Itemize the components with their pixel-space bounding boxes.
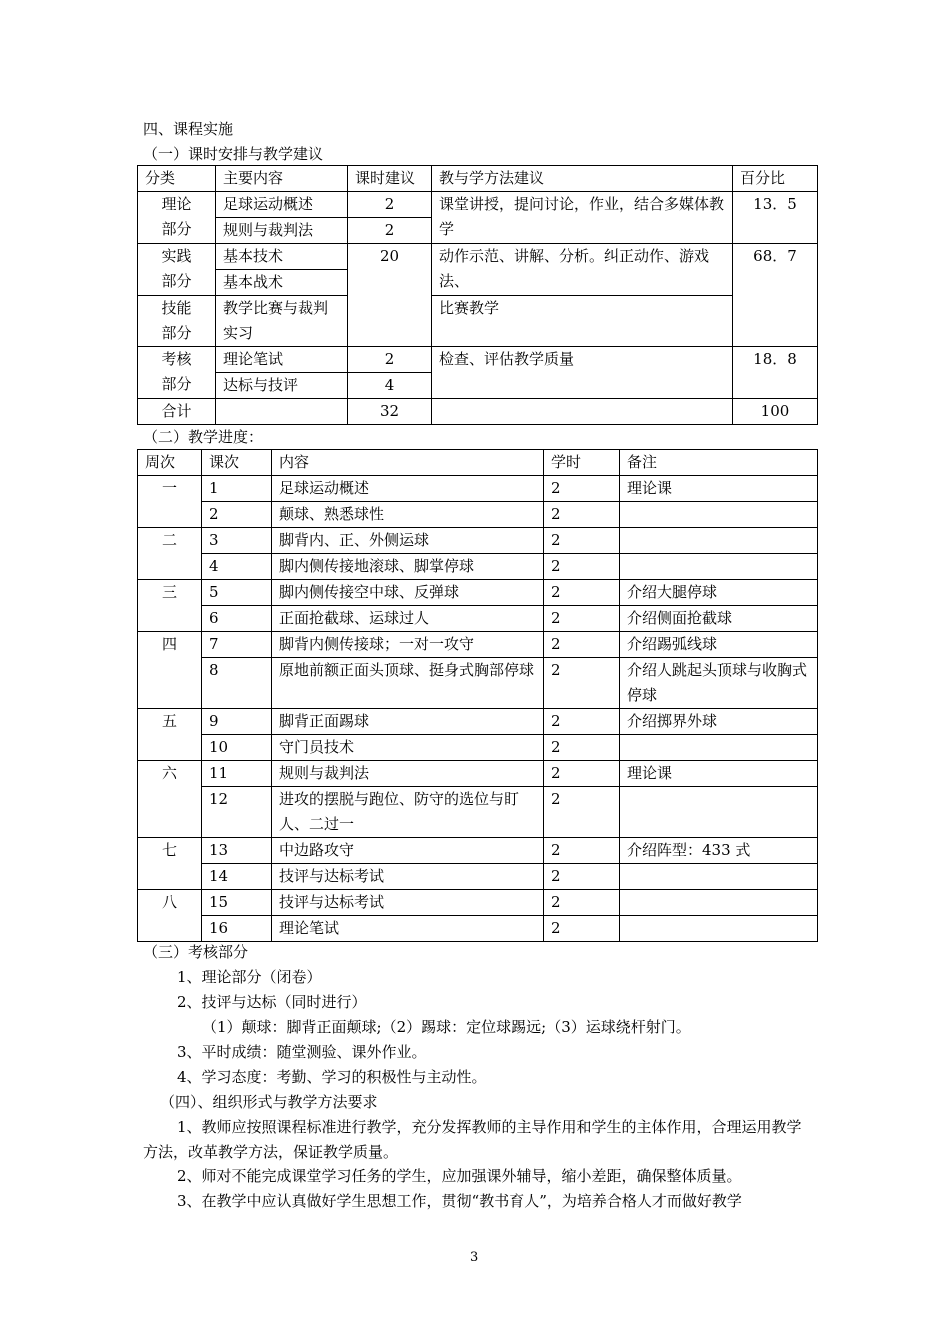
hours-cell: 2 [544, 658, 620, 709]
table-row [138, 838, 818, 864]
week-cell: 八 [138, 890, 202, 942]
percent-cell: 13．5 [733, 192, 818, 244]
table-row [138, 502, 818, 528]
hours-cell: 2 [544, 528, 620, 554]
header-method: 教与学方法建议 [432, 166, 733, 192]
content-cell: 进攻的摆脱与跑位、防守的选位与盯人、二过一 [272, 787, 544, 838]
note-cell [620, 502, 818, 528]
table-row [138, 658, 818, 709]
total-percent: 100 [733, 399, 818, 425]
method-cell: 比赛教学 [432, 296, 733, 347]
teaching-progress-table [137, 449, 818, 942]
note-cell: 介绍阵型：433 式 [620, 838, 818, 864]
header-week: 周次 [138, 450, 202, 476]
lesson-number-cell: 1 [202, 476, 272, 502]
note-cell [620, 735, 818, 761]
content-cell: 理论笔试 [216, 347, 348, 373]
hours-cell: 2 [348, 218, 432, 244]
note-cell [620, 864, 818, 890]
hours-cell: 2 [348, 192, 432, 218]
note-cell: 介绍人跳起头顶球与收胸式停球 [620, 658, 818, 709]
content-cell: 足球运动概述 [216, 192, 348, 218]
week-cell: 六 [138, 761, 202, 838]
hours-cell: 2 [544, 787, 620, 838]
subsection-title-assessment: （三）考核部分 [143, 943, 249, 961]
content-cell: 正面抢截球、运球过人 [272, 606, 544, 632]
lesson-number-cell: 14 [202, 864, 272, 890]
content-cell: 守门员技术 [272, 735, 544, 761]
table-row [138, 890, 818, 916]
category-theory: 理论 部分 [138, 192, 216, 244]
category-practice: 实践 部分 [138, 244, 216, 296]
lesson-number-cell: 11 [202, 761, 272, 787]
note-cell [620, 787, 818, 838]
table-row [138, 916, 818, 942]
hours-cell: 2 [544, 502, 620, 528]
note-cell: 介绍踢弧线球 [620, 632, 818, 658]
lesson-number-cell: 15 [202, 890, 272, 916]
table-row [138, 787, 818, 838]
content-cell [216, 399, 348, 425]
content-cell: 基本技术 [216, 244, 348, 270]
table-row [138, 864, 818, 890]
content-cell: 脚内侧传接地滚球、脚掌停球 [272, 554, 544, 580]
hours-cell: 2 [544, 554, 620, 580]
table-row [138, 476, 818, 502]
note-cell: 介绍侧面抢截球 [620, 606, 818, 632]
week-cell: 三 [138, 580, 202, 632]
table-row [138, 528, 818, 554]
content-cell: 脚背内、正、外侧运球 [272, 528, 544, 554]
hours-cell: 2 [544, 761, 620, 787]
content-cell: 脚背内侧传接球；一对一攻守 [272, 632, 544, 658]
hours-cell: 2 [348, 347, 432, 373]
table-row [138, 761, 818, 787]
note-cell: 理论课 [620, 761, 818, 787]
lesson-number-cell: 2 [202, 502, 272, 528]
method-cell: 检查、评估教学质量 [432, 347, 733, 399]
table-row [138, 347, 818, 373]
note-cell: 介绍大腿停球 [620, 580, 818, 606]
assessment-subitem: （1）颠球：脚背正面颠球;（2）踢球：定位球踢远;（3）运球绕杆射门。 [202, 1018, 691, 1036]
week-cell: 五 [138, 709, 202, 761]
lesson-number-cell: 6 [202, 606, 272, 632]
hours-cell: 20 [348, 244, 432, 347]
table-header-row [138, 166, 818, 192]
hours-cell: 2 [544, 890, 620, 916]
header-hours: 学时 [544, 450, 620, 476]
table-row [138, 606, 818, 632]
lesson-number-cell: 12 [202, 787, 272, 838]
percent-cell: 68．7 [733, 244, 818, 347]
content-cell: 中边路攻守 [272, 838, 544, 864]
total-label: 合计 [138, 399, 216, 425]
hours-cell: 2 [544, 864, 620, 890]
hours-cell: 4 [348, 373, 432, 399]
hours-cell: 2 [544, 735, 620, 761]
assessment-item: 1、理论部分（闭卷） [177, 968, 322, 986]
assessment-item: 3、平时成绩：随堂测验、课外作业。 [177, 1043, 427, 1061]
content-cell: 理论笔试 [272, 916, 544, 942]
hours-cell: 2 [544, 606, 620, 632]
header-lesson: 课次 [202, 450, 272, 476]
note-cell [620, 916, 818, 942]
table-row [138, 192, 818, 218]
week-cell: 七 [138, 838, 202, 890]
method-cell [432, 399, 733, 425]
header-content: 内容 [272, 450, 544, 476]
note-cell [620, 528, 818, 554]
header-hours: 课时建议 [348, 166, 432, 192]
section-heading: 四、课程实施 [143, 120, 234, 138]
table-row [138, 244, 818, 270]
table-row [138, 580, 818, 606]
category-skill: 技能 部分 [138, 296, 216, 347]
table-row [138, 554, 818, 580]
week-cell: 一 [138, 476, 202, 528]
hours-arrangement-table [137, 165, 818, 425]
table-row [138, 709, 818, 735]
requirement-paragraph: 2、师对不能完成课堂学习任务的学生，应加强课外辅导，缩小差距，确保整体质量。 [177, 1167, 742, 1185]
lesson-number-cell: 7 [202, 632, 272, 658]
lesson-number-cell: 9 [202, 709, 272, 735]
lesson-number-cell: 3 [202, 528, 272, 554]
content-cell: 脚内侧传接空中球、反弹球 [272, 580, 544, 606]
table-row [138, 632, 818, 658]
total-row [138, 399, 818, 425]
hours-cell: 2 [544, 580, 620, 606]
header-category: 分类 [138, 166, 216, 192]
table-header-row [138, 450, 818, 476]
note-cell [620, 554, 818, 580]
content-cell: 足球运动概述 [272, 476, 544, 502]
lesson-number-cell: 5 [202, 580, 272, 606]
lesson-number-cell: 10 [202, 735, 272, 761]
week-cell: 四 [138, 632, 202, 709]
header-notes: 备注 [620, 450, 818, 476]
subsection-title-requirements: （四）、组织形式与教学方法要求 [160, 1093, 378, 1111]
method-cell: 课堂讲授，提问讨论，作业，结合多媒体教学 [432, 192, 733, 244]
assessment-item: 2、技评与达标（同时进行） [177, 993, 367, 1011]
hours-cell: 2 [544, 476, 620, 502]
page-number: 3 [470, 1250, 479, 1265]
content-cell: 原地前额正面头顶球、挺身式胸部停球 [272, 658, 544, 709]
requirement-paragraph: 1、教师应按照课程标准进行教学，充分发挥教师的主导作用和学生的主体作用，合理运用教学方法，改革教学方法，保证教学质量。 [143, 1118, 802, 1161]
hours-cell: 2 [544, 838, 620, 864]
content-cell: 教学比赛与裁判实习 [216, 296, 348, 347]
hours-cell: 2 [544, 632, 620, 658]
subsection-title-progress: （二）教学进度： [143, 428, 264, 446]
hours-cell: 2 [544, 916, 620, 942]
lesson-number-cell: 13 [202, 838, 272, 864]
lesson-number-cell: 4 [202, 554, 272, 580]
content-cell: 颠球、熟悉球性 [272, 502, 544, 528]
percent-cell: 18．8 [733, 347, 818, 399]
subsection-title-schedule: （一）课时安排与教学建议 [143, 145, 324, 163]
header-percent: 百分比 [733, 166, 818, 192]
requirement-paragraph: 3、在教学中应认真做好学生思想工作，贯彻“教书育人”，为培养合格人才而做好教学 [177, 1192, 742, 1210]
content-cell: 规则与裁判法 [272, 761, 544, 787]
note-cell: 介绍掷界外球 [620, 709, 818, 735]
content-cell: 技评与达标考试 [272, 890, 544, 916]
content-cell: 脚背正面踢球 [272, 709, 544, 735]
week-cell: 二 [138, 528, 202, 580]
content-cell: 达标与技评 [216, 373, 348, 399]
assessment-item: 4、学习态度：考勤、学习的积极性与主动性。 [177, 1068, 487, 1086]
header-content: 主要内容 [216, 166, 348, 192]
lesson-number-cell: 8 [202, 658, 272, 709]
total-hours: 32 [348, 399, 432, 425]
note-cell [620, 890, 818, 916]
content-cell: 技评与达标考试 [272, 864, 544, 890]
table-row [138, 735, 818, 761]
category-exam: 考核 部分 [138, 347, 216, 399]
content-cell: 规则与裁判法 [216, 218, 348, 244]
lesson-number-cell: 16 [202, 916, 272, 942]
hours-cell: 2 [544, 709, 620, 735]
method-cell: 动作示范、讲解、分析。纠正动作、游戏法、 [432, 244, 733, 296]
content-cell: 基本战术 [216, 270, 348, 296]
note-cell: 理论课 [620, 476, 818, 502]
